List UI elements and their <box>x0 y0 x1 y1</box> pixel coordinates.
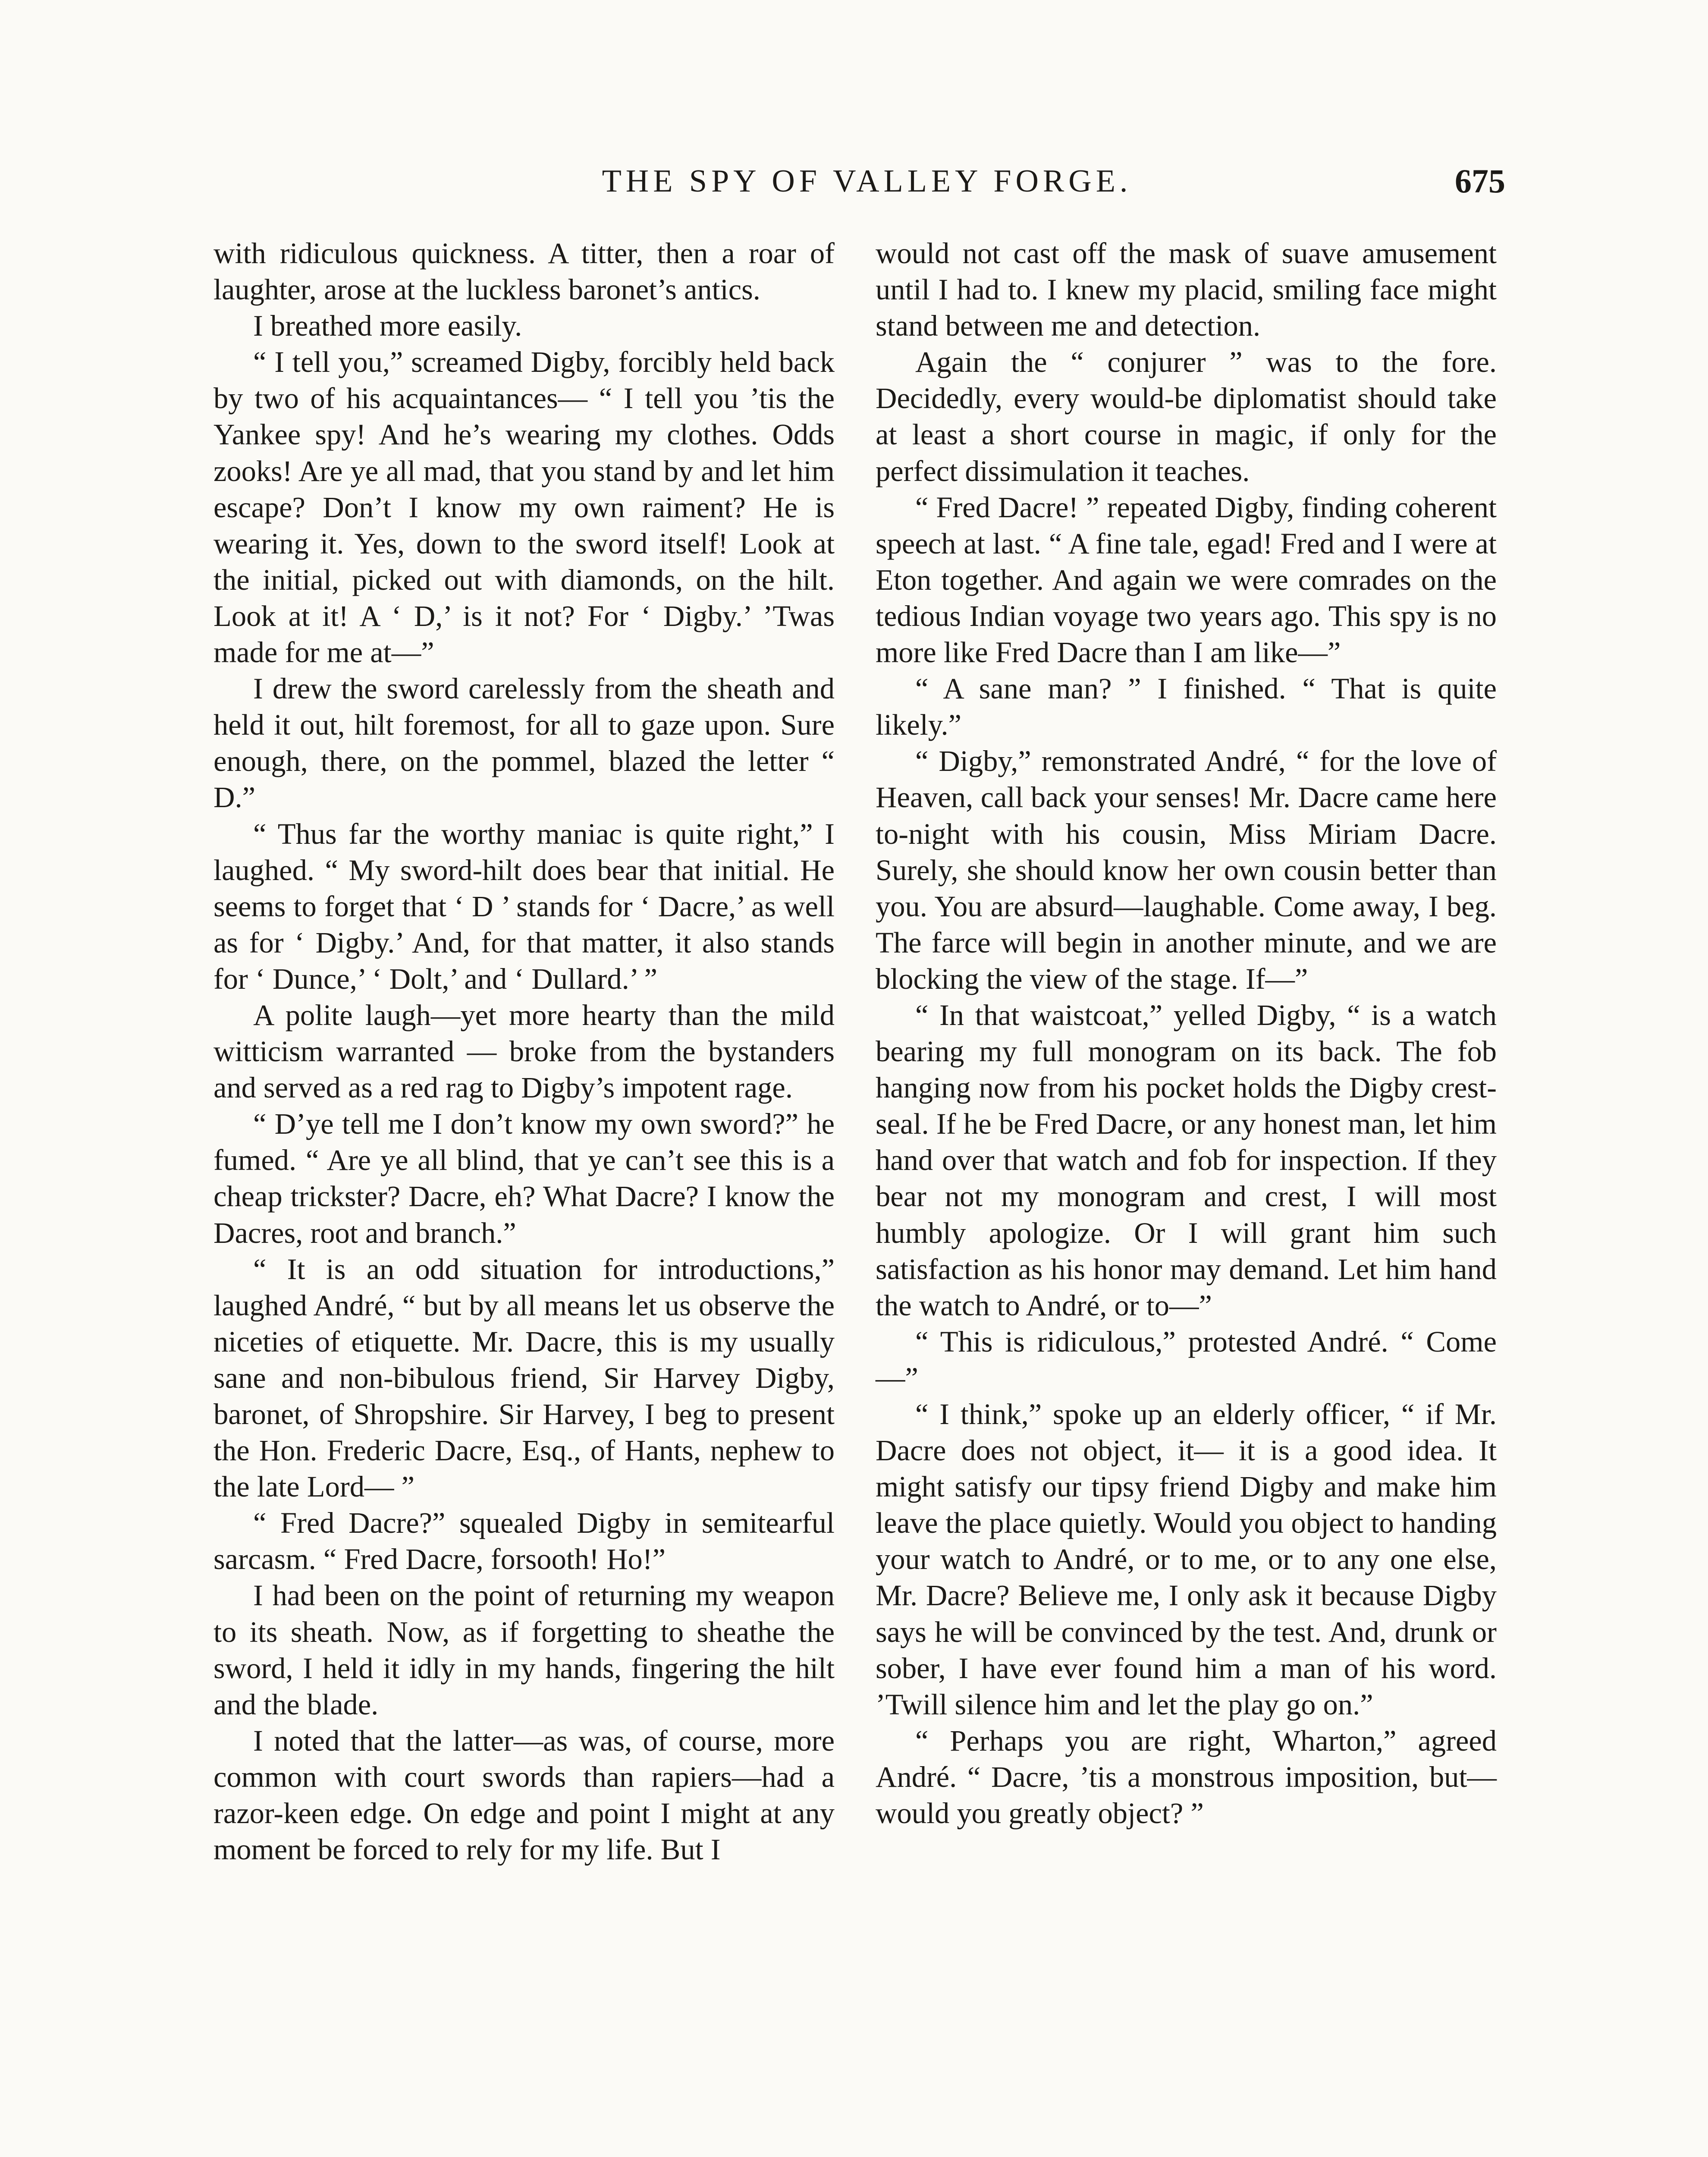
paragraph: “ D’ye tell me I don’t know my own sword?” he fumed. “ Are ye all blind, that ye can’t see this is a cheap trickster? Dacre, eh? What Dacre? I know the Dacres, root and branch.” <box>214 1107 835 1249</box>
running-head <box>211 157 1505 205</box>
paragraph: I drew the sword carelessly from the sheath and held it out, hilt foremost, for all to gaze upon. Sure enough, there, on the pommel, blazed the letter “ D.” <box>214 672 835 814</box>
right-column <box>876 235 1497 1831</box>
running-title: THE SPY OF VALLEY FORGE. <box>602 164 1132 199</box>
paragraph: “ I tell you,” screamed Digby, forcibly held back by two of his acquaintances— “ I tell you ’tis the Yankee spy! And he’s wearing my clothes. Odds zooks! Are ye all mad, that you stand by and let him escape? Don’t I know my own raiment? He is wearing it. Yes, down to the sword itself! Look at the initial, picked out with diamonds, on the hilt. Look at it! A ‘ D,’ is it not? For ‘ Digby.’ ’Twas made for me at—” <box>214 346 835 669</box>
paragraph: Again the “ conjurer ” was to the fore. Decidedly, every would-be diplomatist should take at least a short course in magic, if only for the perfect dissimulation it teaches. <box>876 346 1497 487</box>
left-column <box>214 235 835 1868</box>
page-number: 675 <box>1455 162 1505 200</box>
paragraph: with ridiculous quickness. A titter, then a roar of laughter, arose at the luckless baronet’s antics. <box>214 237 835 306</box>
paragraph: “ Fred Dacre?” squealed Digby in semitearful sarcasm. “ Fred Dacre, forsooth! Ho!” <box>214 1506 835 1576</box>
paragraph: would not cast off the mask of suave amusement until I had to. I knew my placid, smiling face might stand between me and detection. <box>876 237 1497 343</box>
paragraph: A polite laugh—yet more hearty than the mild witticism warranted — broke from the bystanders and served as a red rag to Digby’s impotent rage. <box>214 998 835 1104</box>
paragraph: “ Fred Dacre! ” repeated Digby, finding coherent speech at last. “ A fine tale, egad! Fred and I were at Eton together. And again we were comrades on the tedious Indian voyage two years ago. This spy is no more like Fred Dacre than I am like—” <box>876 491 1497 669</box>
paragraph: I noted that the latter—as was, of course, more common with court swords than rapiers—had a razor-keen edge. On edge and point I might at any moment be forced to rely for my life. But I <box>214 1724 835 1866</box>
paragraph: “ In that waistcoat,” yelled Digby, “ is a watch bearing my full monogram on its back. The fob hanging now from his pocket holds the Digby crest-seal. If he be Fred Dacre, or any honest man, let him hand over that watch and fob for inspection. If they bear not my monogram and crest, I will most humbly apologize. Or I will grant him such satisfaction as his honor may demand. Let him hand the watch to André, or to—” <box>876 998 1497 1322</box>
paragraph: “ Thus far the worthy maniac is quite right,” I laughed. “ My sword-hilt does bear that initial. He seems to forget that ‘ D ’ stands for ‘ Dacre,’ as well as for ‘ Digby.’ And, for that matter, it also stands for ‘ Dunce,’ ‘ Dolt,’ and ‘ Dullard.’ ” <box>214 817 835 995</box>
paragraph: “ A sane man? ” I finished. “ That is quite likely.” <box>876 672 1497 742</box>
paragraph: “ I think,” spoke up an elderly officer, “ if Mr. Dacre does not object, it— it is a good idea. It might satisfy our tipsy friend Digby and make him leave the place quietly. Would you object to handing your watch to André, or to me, or to any one else, Mr. Dacre? Believe me, I only ask it because Digby says he will be convinced by the test. And, drunk or sober, I have ever found him a man of his word. ’Twill silence him and let the play go on.” <box>876 1398 1497 1721</box>
paragraph: “ Perhaps you are right, Wharton,” agreed André. “ Dacre, ’tis a monstrous imposition, but—would you greatly object? ” <box>876 1724 1497 1830</box>
paragraph: “ Digby,” remonstrated André, “ for the love of Heaven, call back your senses! Mr. Dacre came here to-night with his cousin, Miss Miriam Dacre. Surely, she should know her own cousin better than you. You are absurd—laughable. Come away, I beg. The farce will begin in another minute, and we are blocking the view of the stage. If—” <box>876 745 1497 995</box>
paragraph: “ This is ridiculous,” protested André. “ Come—” <box>876 1325 1497 1394</box>
paragraph: I had been on the point of returning my weapon to its sheath. Now, as if forgetting to sheathe the sword, I held it idly in my hands, fingering the hilt and the blade. <box>214 1579 835 1721</box>
paragraph: I breathed more easily. <box>253 309 522 343</box>
paragraph: “ It is an odd situation for introductions,” laughed André, “ but by all means let us observe the niceties of etiquette. Mr. Dacre, this is my usually sane and non-bibulous friend, Sir Harvey Digby, baronet, of Shropshire. Sir Harvey, I beg to present the Hon. Frederic Dacre, Esq., of Hants, nephew to the late Lord— ” <box>214 1252 835 1503</box>
